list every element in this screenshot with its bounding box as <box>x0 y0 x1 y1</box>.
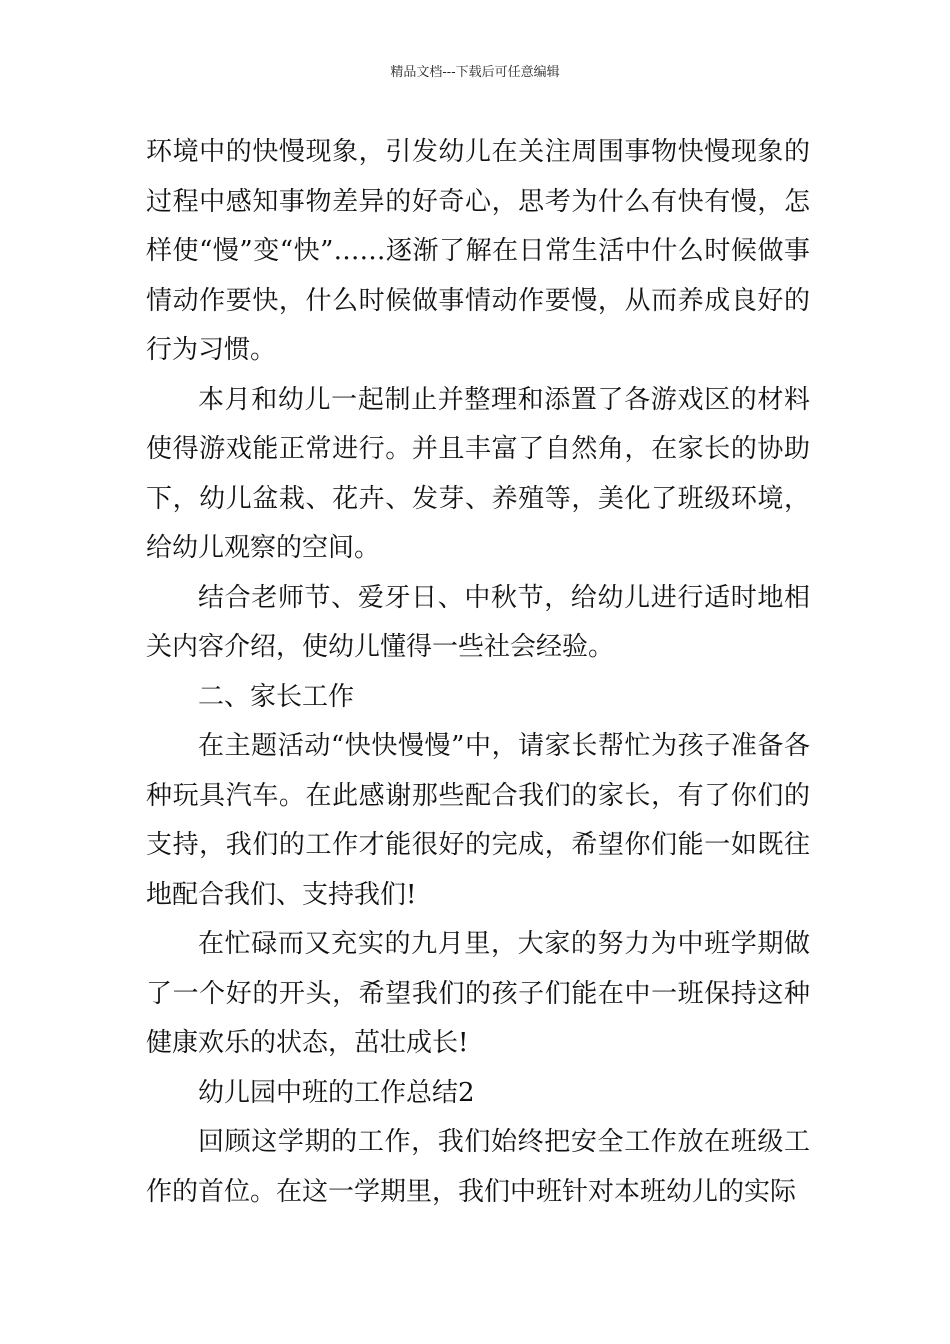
paragraph-3: 结合老师节、爱牙日、中秋节，给幼儿进行适时地相关内容介绍，使幼儿懂得一些社会经验。 <box>146 582 810 662</box>
paragraph-4: 在主题活动“快快慢慢”中，请家长帮忙为孩子准备各种玩具汽车。在此感谢那些配合我们的家长，有了你们的支持，我们的工作才能很好的完成，希望你们能一如既往地配合我们、支持我们! <box>146 731 810 910</box>
paragraph-2: 本月和幼儿一起制止并整理和添置了各游戏区的材料使得游戏能正常进行。并且丰富了自然角，在家长的协助下，幼儿盆栽、花卉、发芽、养殖等，美化了班级环境，给幼儿观察的空间。 <box>146 384 810 563</box>
document-body <box>146 128 810 1217</box>
section-title-summary-2: 幼儿园中班的工作总结2 <box>198 1077 475 1108</box>
paragraph-1: 环境中的快慢现象，引发幼儿在关注周围事物快慢现象的过程中感知事物差异的好奇心，思考为什么有快有慢，怎样使“慢”变“快”……逐渐了解在日常生活中什么时候做事情动作要快，什么时候做事情动作要慢，从而养成良好的行为习惯。 <box>146 137 810 365</box>
paragraph-5: 在忙碌而又充实的九月里，大家的努力为中班学期做了一个好的开头，希望我们的孩子们能在中一班保持这种健康欢乐的状态，茁壮成长! <box>146 929 810 1058</box>
page-header: 精品文档---下载后可任意编辑 <box>390 65 560 80</box>
paragraph-6: 回顾这学期的工作，我们始终把安全工作放在班级工作的首位。在这一学期里，我们中班针对本班幼儿的实际 <box>146 1127 810 1207</box>
section-heading-parent-work: 二、家长工作 <box>198 681 355 712</box>
